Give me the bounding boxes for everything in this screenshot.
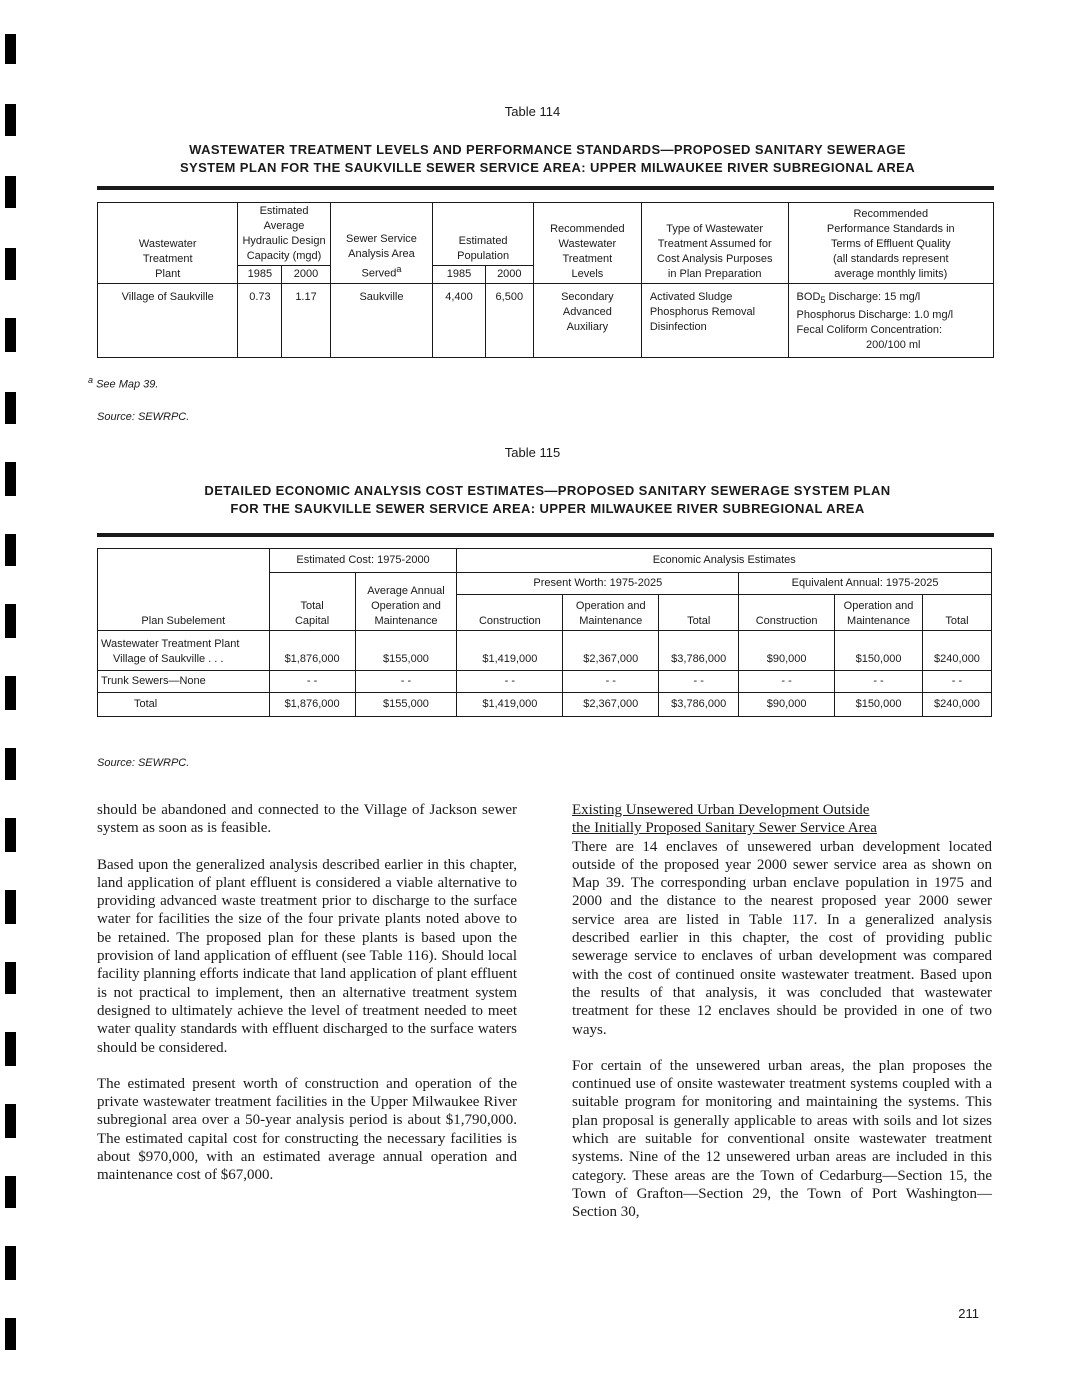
header-line: Maintenance bbox=[374, 615, 438, 627]
header-line: Wastewater bbox=[558, 238, 617, 250]
cell-line bbox=[797, 290, 990, 308]
cell-population-2000: 6,500 bbox=[485, 284, 533, 358]
header-line: (all standards represent bbox=[832, 253, 949, 265]
table-114-caption: Table 114 bbox=[504, 104, 561, 119]
binder-mark bbox=[5, 748, 16, 780]
footnote-marker: a bbox=[88, 375, 94, 385]
cell-value: $3,786,000 bbox=[659, 631, 739, 671]
cell-value: $2,367,000 bbox=[563, 693, 659, 717]
cell-line: Advanced bbox=[562, 306, 612, 318]
cell-value: $1,876,000 bbox=[269, 631, 355, 671]
binder-mark bbox=[5, 1318, 16, 1350]
page-number: 211 bbox=[958, 1306, 979, 1321]
header-population bbox=[433, 203, 534, 266]
header-text: Served bbox=[361, 268, 397, 280]
cell-service-area: Saukville bbox=[330, 284, 433, 358]
header-line: Average Annual bbox=[367, 585, 445, 597]
table-115-title-line: DETAILED ECONOMIC ANALYSIS COST ESTIMATES—PROPOSED SANITARY SEWERAGE SYSTEM PLAN bbox=[204, 483, 891, 498]
table-115 bbox=[97, 548, 992, 717]
header-line: Total bbox=[300, 600, 324, 612]
header-line: Performance Standards in bbox=[826, 223, 955, 235]
cell-value: $150,000 bbox=[835, 693, 923, 717]
table-114 bbox=[97, 202, 994, 358]
header-line: average monthly limits) bbox=[834, 268, 948, 280]
table-115-title bbox=[120, 482, 975, 518]
header-line: Recommended bbox=[550, 223, 625, 235]
cell-value: $90,000 bbox=[739, 631, 835, 671]
header-capacity bbox=[238, 203, 330, 266]
header-levels bbox=[533, 203, 641, 284]
header-plant bbox=[98, 203, 238, 284]
binder-mark bbox=[5, 462, 16, 496]
cell-value: $1,419,000 bbox=[457, 631, 563, 671]
header-line: Treatment Assumed for bbox=[657, 238, 772, 250]
table-114-title-line: WASTEWATER TREATMENT LEVELS AND PERFORMANCE STANDARDS—PROPOSED SANITARY SEWERAGE bbox=[189, 142, 906, 157]
binder-marks bbox=[5, 0, 17, 1380]
header-line: Terms of Effluent Quality bbox=[830, 238, 951, 250]
binder-mark bbox=[5, 176, 16, 208]
table-row bbox=[98, 671, 992, 693]
binder-mark bbox=[5, 34, 16, 64]
cell-line: Disinfection bbox=[649, 321, 707, 333]
cell-line: Fecal Coliform Concentration: bbox=[796, 324, 943, 337]
left-column bbox=[97, 801, 517, 1203]
table-114-source: Source: SEWRPC. bbox=[97, 411, 190, 423]
table-115-title-line: FOR THE SAUKVILLE SEWER SERVICE AREA: UPPER MILWAUKEE RIVER SUBREGIONAL AREA bbox=[230, 501, 865, 516]
cell-value: - - bbox=[739, 671, 835, 693]
cell-standards bbox=[788, 284, 993, 358]
header-line: Hydraulic Design bbox=[242, 235, 326, 247]
header-pw-construction: Construction bbox=[457, 595, 563, 631]
header-line: Analysis Area bbox=[348, 248, 415, 261]
cell-value: - - bbox=[563, 671, 659, 693]
right-column bbox=[572, 801, 992, 1240]
binder-mark bbox=[5, 392, 16, 424]
header-type bbox=[641, 203, 788, 284]
cell-text: Discharge: 15 mg/l bbox=[825, 291, 921, 303]
header-economic-analysis: Economic Analysis Estimates bbox=[457, 549, 992, 573]
header-line: Estimated Average bbox=[259, 205, 309, 232]
header-line: Sewer Service bbox=[346, 233, 417, 246]
cell-value: - - bbox=[269, 671, 355, 693]
header-standards bbox=[788, 203, 993, 284]
table-114-footnote bbox=[88, 375, 158, 391]
cell-line: Wastewater Treatment Plant bbox=[101, 638, 240, 650]
header-line: Capacity (mgd) bbox=[246, 250, 322, 262]
header-line: Levels bbox=[571, 268, 604, 280]
paragraph: There are 14 enclaves of unsewered urban development located outside of the proposed year 2000 sewer service area as shown on Map 39. The corresponding urban enclave population in 1975 and 2000 and the distance to the nearest proposed year 2000 sewer service area are listed in Table 117. In a generalized analysis described earlier in this chapter, the cost of providing public sewerage service to enclaves of urban development was compared with the cost of continued onsite wastewater treatment. Based upon the results of that analysis, it was concluded that wastewater treatment for these 12 enclaves should be provided in one of two ways. bbox=[572, 838, 992, 1038]
header-line bbox=[334, 262, 430, 282]
header-service-area bbox=[330, 203, 433, 284]
header-capacity-1985: 1985 bbox=[238, 266, 282, 284]
binder-mark bbox=[5, 890, 16, 924]
cell-line: 200/100 ml bbox=[866, 339, 921, 352]
header-line: Maintenance bbox=[847, 615, 911, 627]
cell-line: Phosphorus Removal bbox=[649, 306, 756, 318]
header-line: Estimated bbox=[458, 235, 508, 247]
paragraph: The estimated present worth of construction and operation of the private wastewater treatment facilities in the Upper Milwaukee River subregional area over a 50-year analysis period is about $1,790,000. The estimated capital cost for constructing the necessary facilities is about $970,000, with an estimated average annual operation and maintenance cost of $67,000. bbox=[97, 1075, 517, 1184]
binder-mark bbox=[5, 1032, 16, 1066]
header-line: Operation and bbox=[575, 600, 646, 612]
cell-capacity-1985: 0.73 bbox=[238, 284, 282, 358]
header-ea-om bbox=[835, 595, 923, 631]
header-capacity-2000: 2000 bbox=[282, 266, 330, 284]
header-population-2000: 2000 bbox=[485, 266, 533, 284]
header-line: Population bbox=[457, 250, 510, 262]
header-pw-om bbox=[563, 595, 659, 631]
cell-line: Auxiliary bbox=[566, 321, 609, 333]
header-ea-construction: Construction bbox=[739, 595, 835, 631]
cell-value: $150,000 bbox=[835, 631, 923, 671]
paragraph: should be abandoned and connected to the Village of Jackson sewer system as soon as is feasible. bbox=[97, 802, 517, 837]
binder-mark bbox=[5, 534, 16, 566]
table-row bbox=[98, 284, 994, 358]
binder-mark bbox=[5, 604, 16, 638]
table-row bbox=[98, 693, 992, 717]
header-line: Cost Analysis Purposes bbox=[656, 253, 773, 265]
table-row bbox=[98, 631, 992, 671]
cell-population-1985: 4,400 bbox=[433, 284, 485, 358]
cell-subelement: Trunk Sewers—None bbox=[98, 671, 270, 693]
table-115-source: Source: SEWRPC. bbox=[97, 757, 190, 769]
cell-value: $240,000 bbox=[923, 693, 992, 717]
header-population-1985: 1985 bbox=[433, 266, 485, 284]
cell-value: $1,419,000 bbox=[457, 693, 563, 717]
cell-value: - - bbox=[457, 671, 563, 693]
header-line: Capital bbox=[294, 615, 330, 627]
header-line: Plant bbox=[155, 268, 181, 280]
cell-plant: Village of Saukville bbox=[98, 284, 238, 358]
binder-mark bbox=[5, 962, 16, 994]
cell-value: $3,786,000 bbox=[659, 693, 739, 717]
table-114-title bbox=[120, 141, 975, 177]
binder-mark bbox=[5, 1104, 16, 1138]
cell-subscript: 5 bbox=[820, 295, 826, 306]
binder-mark bbox=[5, 248, 16, 280]
binder-mark bbox=[5, 318, 16, 352]
table-115-rule bbox=[97, 533, 994, 537]
paragraph: For certain of the unsewered urban areas, the plan proposes the continued use of onsite wastewater treatment systems coupled with a suitable program for monitoring and maintaining the systems. This plan proposal is generally applicable to areas with soils and lot sizes which are suitable for conventional onsite wastewater treatment systems. Nine of the 12 unsewered urban areas are included in this category. These areas are the Town of Cedarburg—Section 15, the Town of Grafton—Section 29, the Town of Port Washington—Section 30, bbox=[572, 1057, 992, 1221]
cell-value: $240,000 bbox=[923, 631, 992, 671]
header-average-annual-om bbox=[355, 573, 457, 631]
cell-value: $2,367,000 bbox=[563, 631, 659, 671]
header-line: in Plan Preparation bbox=[667, 268, 762, 280]
cell-text: BOD bbox=[796, 291, 821, 303]
binder-mark bbox=[5, 1176, 16, 1208]
binder-mark bbox=[5, 676, 16, 710]
header-ea-total: Total bbox=[923, 595, 992, 631]
cell-line: Activated Sludge bbox=[649, 291, 733, 303]
cell-line: Secondary bbox=[561, 291, 614, 303]
header-line: Treatment bbox=[562, 253, 613, 265]
header-total-capital bbox=[269, 573, 355, 631]
cell-type bbox=[641, 284, 788, 358]
footnote-text: See Map 39. bbox=[96, 378, 159, 391]
cell-line: Village of Saukville . . . bbox=[113, 653, 224, 665]
header-line: Operation and bbox=[371, 600, 441, 612]
table-114-rule bbox=[97, 186, 994, 190]
cell-value: - - bbox=[835, 671, 923, 693]
header-line: Maintenance bbox=[579, 615, 643, 627]
header-line: Operation and bbox=[843, 600, 914, 612]
cell-value: $1,876,000 bbox=[269, 693, 355, 717]
cell-value: - - bbox=[923, 671, 992, 693]
header-equivalent-annual: Equivalent Annual: 1975-2025 bbox=[739, 573, 992, 595]
section-heading: Existing Unsewered Urban Development Outside bbox=[572, 802, 870, 818]
header-subelement: Plan Subelement bbox=[98, 549, 270, 631]
cell-levels bbox=[533, 284, 641, 358]
binder-mark bbox=[5, 1246, 16, 1280]
header-pw-total: Total bbox=[659, 595, 739, 631]
cell-subelement: Total bbox=[98, 693, 270, 717]
header-line: Treatment bbox=[142, 253, 193, 265]
table-114-title-line: SYSTEM PLAN FOR THE SAUKVILLE SEWER SERVICE AREA: UPPER MILWAUKEE RIVER SUBREGIONAL AREA bbox=[179, 160, 916, 175]
cell-value: $155,000 bbox=[355, 631, 457, 671]
header-estimated-cost: Estimated Cost: 1975-2000 bbox=[269, 549, 457, 573]
cell-line: Phosphorus Discharge: 1.0 mg/l bbox=[796, 309, 954, 322]
footnote-marker: a bbox=[396, 264, 402, 275]
table-115-caption: Table 115 bbox=[504, 445, 561, 460]
binder-mark bbox=[5, 818, 16, 852]
header-present-worth: Present Worth: 1975-2025 bbox=[457, 573, 739, 595]
cell-value: - - bbox=[659, 671, 739, 693]
section-heading: the Initially Proposed Sanitary Sewer Service Area bbox=[572, 820, 877, 837]
paragraph: Based upon the generalized analysis described earlier in this chapter, land application of plant effluent is considered a viable alternative to providing advanced waste treatment prior to discharge to the surface water for facilities the size of the four private plants noted above to be retained. The proposed plan for these plants is based upon the provision of land application of effluent (see Table 116). Should local facility planning efforts indicate that land application of plant effluent is not practical to implement, then an alternative treatment system designed to ultimately achieve the level of treatment needed to meet water quality standards with effluent discharged to the surface waters should be considered. bbox=[97, 856, 517, 1056]
header-line: Type of Wastewater bbox=[666, 223, 764, 235]
cell-capacity-2000: 1.17 bbox=[282, 284, 330, 358]
cell-value: $90,000 bbox=[739, 693, 835, 717]
header-line: Wastewater bbox=[138, 238, 197, 250]
cell-value: $155,000 bbox=[355, 693, 457, 717]
cell-value: - - bbox=[355, 671, 457, 693]
header-line: Recommended bbox=[853, 208, 929, 220]
cell-subelement bbox=[98, 631, 270, 671]
